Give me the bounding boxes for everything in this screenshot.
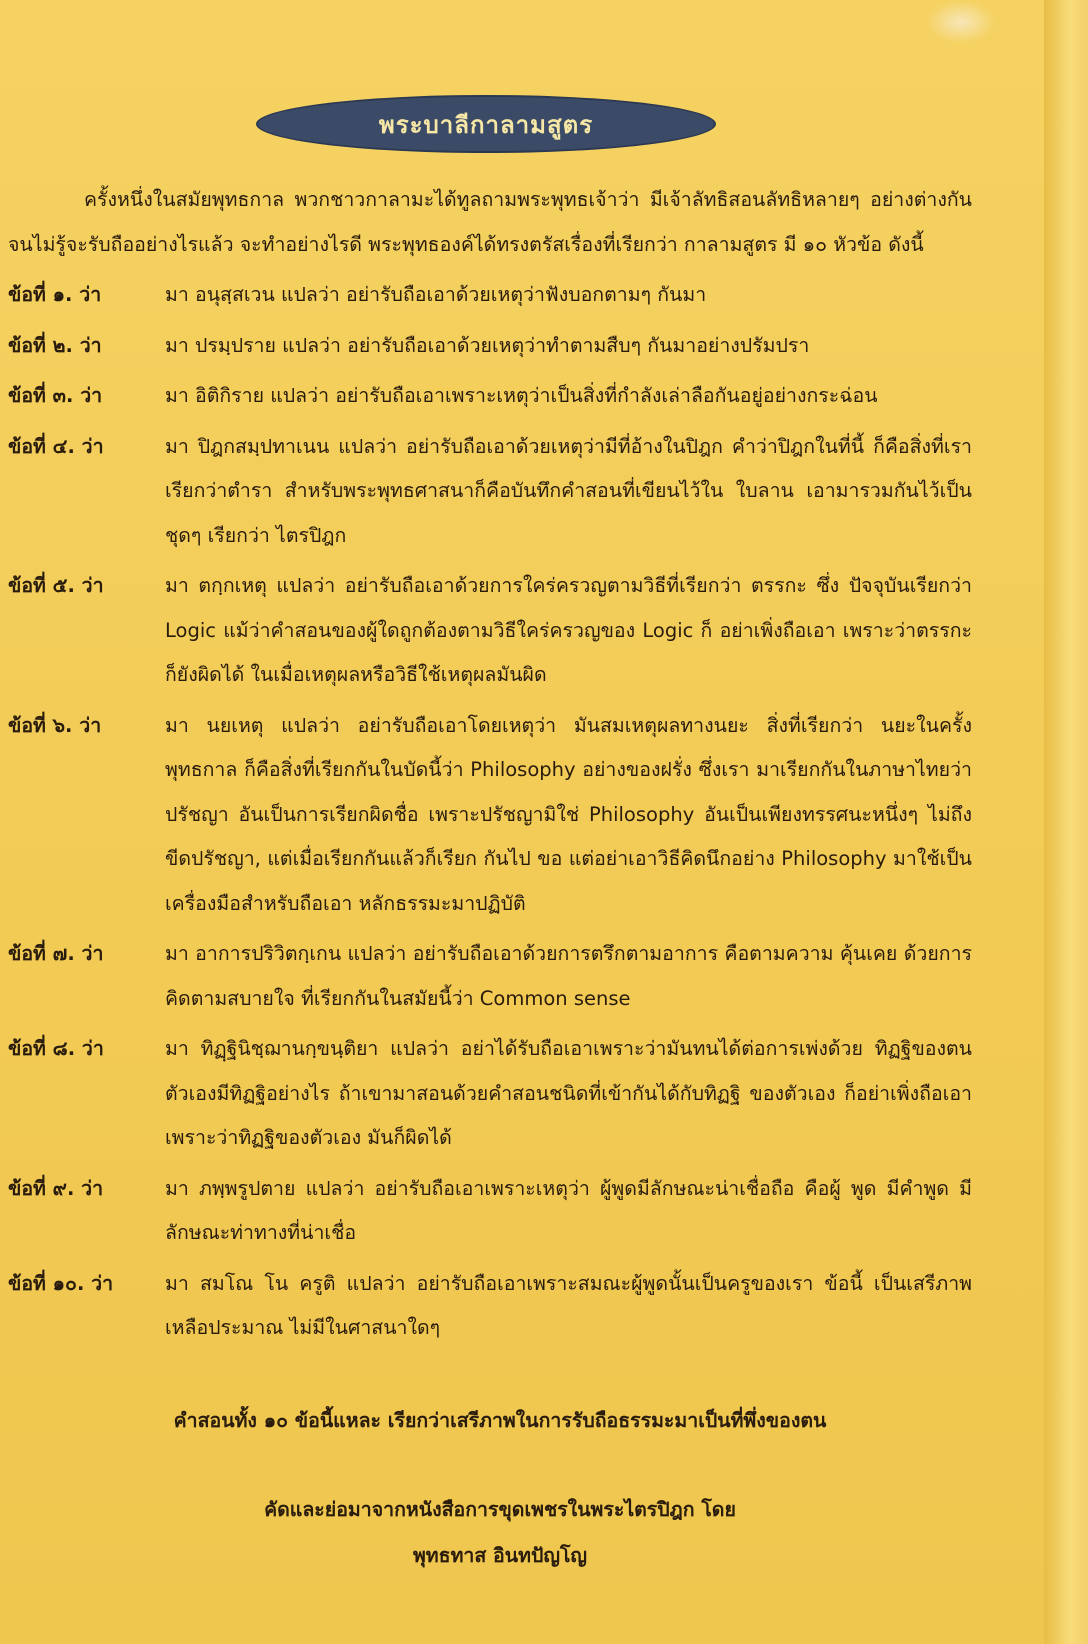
clause-label: ข้อที่ ๕. ว่า <box>8 574 104 597</box>
clause-text: มา อนุสฺสเวน แปลว่า อย่ารับถือเอาด้วยเหตุว่าฟังบอกตามๆ กันมา <box>165 283 707 306</box>
clause-label: ข้อที่ ๘. ว่า <box>8 1037 104 1060</box>
title-banner <box>258 97 714 151</box>
clause-label: ข้อที่ ๔. ว่า <box>8 434 104 458</box>
clause-2 <box>8 324 972 369</box>
clause-8 <box>8 1027 972 1161</box>
clause-label: ข้อที่ ๒. ว่า <box>8 333 102 357</box>
summary-line: คำสอนทั้ง ๑๐ ข้อนี้แหละ เรียกว่าเสรีภาพในการรับถือธรรมะมาเป็นที่พึ่งของตน <box>173 1409 827 1432</box>
page-title: พระบาลีกาลามสูตร <box>378 109 594 139</box>
intro-paragraph: ครั้งหนึ่งในสมัยพุทธกาล พวกชาวกาลามะได้ทูลถามพระพุทธเจ้าว่า มีเจ้าลัทธิสอนลัทธิหลายๆ อย่างต่างกัน จนไม่รู้จะรับถืออย่างไรแล้ว จะทำอย่างไรดี พระพุทธองค์ได้ทรงตรัสเรื่องที่เรียกว่า กาลามสูตร มี ๑๐ หัวข้อ ดังนี้ <box>8 188 972 256</box>
clause-label: ข้อที่ ๑๐. ว่า <box>8 1271 114 1295</box>
source-credit: คัดและย่อมาจากหนังสือการขุดเพชรในพระไตรปิฎก โดย <box>264 1498 736 1521</box>
clause-text: มา นยเหตุ แปลว่า อย่ารับถือเอาโดยเหตุว่า มันสมเหตุผลทางนยะ สิ่งที่เรียกว่า นยะในครั้งพุทธกาล ก็คือสิ่งที่เรียกกันในบัดนี้ว่า Philosophy อย่างของฝรั่ง ซึ่งเรา มาเรียกกันในภาษาไทยว่า ปรัชญา อันเป็นการเรียกผิดชื่อ เพราะปรัชญามิใช่ Philosophy อันเป็นเพียงทรรศนะหนึ่งๆ ไม่ถึงขีดปรัชญา, แต่เมื่อเรียกกันแล้วก็เรียก กันไป ขอ แต่อย่าเอาวิธีคิดนึกอย่าง Philosophy มาใช้เป็นเครื่องมือสำหรับถือเอา หลักธรรมะมาปฏิบัติ <box>165 713 972 915</box>
author-name: พุทธทาส อินทปัญโญ <box>412 1544 588 1567</box>
clause-label: ข้อที่ ๑. ว่า <box>8 283 102 306</box>
body-text <box>8 178 972 1351</box>
clause-3 <box>8 374 972 419</box>
clause-text: มา อิติกิราย แปลว่า อย่ารับถือเอาเพราะเหตุว่าเป็นสิ่งที่กำลังเล่าลือกันอยู่อย่างกระฉ่อน <box>165 384 878 407</box>
worn-corner <box>926 0 996 44</box>
clause-10 <box>8 1262 972 1351</box>
clause-text: มา อาการปริวิตกฺเกน แปลว่า อย่ารับถือเอาด้วยการตรึกตามอาการ คือตามความ คุ้นเคย ด้วยการคิดตามสบายใจ ที่เรียกกันในสมัยนี้ว่า Common sense <box>165 942 972 1010</box>
clause-text: มา สมโณ โน ครูติ แปลว่า อย่ารับถือเอาเพราะสมณะผู้พูดนั้นเป็นครูของเรา ข้อนี้ เป็นเสรีภาพเหลือประมาณ ไม่มีในศาสนาใดๆ <box>165 1271 972 1339</box>
clause-text: มา ภพฺพรูปตาย แปลว่า อย่ารับถือเอาเพราะเหตุว่า ผู้พูดมีลักษณะน่าเชื่อถือ คือผู้ พูด มีคำพูด มีลักษณะท่าทางที่น่าเชื่อ <box>165 1176 972 1244</box>
clause-6 <box>8 704 972 927</box>
clause-5 <box>8 564 972 698</box>
clause-label: ข้อที่ ๗. ว่า <box>8 942 104 965</box>
clause-label: ข้อที่ ๓. ว่า <box>8 384 103 407</box>
clause-label: ข้อที่ ๙. ว่า <box>8 1176 104 1200</box>
clause-text: มา ปิฎกสมฺปทาเนน แปลว่า อย่ารับถือเอาด้วยเหตุว่ามีที่อ้างในปิฎก คำว่าปิฎกในที่นี้ ก็คือสิ่งที่เราเรียกว่าตำรา สำหรับพระพุทธศาสนาก็คือบันทึกคำสอนที่เขียนไว้ใน ใบลาน เอามารวมกันไว้เป็นชุดๆ เรียกว่า ไตรปิฎก <box>165 434 972 547</box>
spine-edge <box>1044 0 1088 1644</box>
clause-text: มา ปรมฺปราย แปลว่า อย่ารับถือเอาด้วยเหตุว่าทำตามสืบๆ กันมาอย่างปรัมปรา <box>165 333 810 357</box>
clause-text: มา ทิฏฺฐินิชฺฌานกฺขนฺติยา แปลว่า อย่าได้รับถือเอาเพราะว่ามันทนได้ต่อการเพ่งด้วย ทิฏฐิของตน ตัวเองมีทิฏฐิอย่างไร ถ้าเขามาสอนด้วยคำสอนชนิดที่เข้ากันได้กับทิฏฐิ ของตัวเอง ก็อย่าเพิ่งถือเอาเพราะว่าทิฏฐิของตัวเอง มันก็ผิดได้ <box>165 1037 972 1149</box>
clause-1 <box>8 273 972 318</box>
clause-9 <box>8 1167 972 1256</box>
clause-label: ข้อที่ ๖. ว่า <box>8 713 102 737</box>
clause-4 <box>8 425 972 559</box>
clause-text: มา ตกฺกเหตุ แปลว่า อย่ารับถือเอาด้วยการใคร่ครวญตามวิธีที่เรียกว่า ตรรกะ ซึ่ง ปัจจุบันเรียกว่า Logic แม้ว่าคำสอนของผู้ใดถูกต้องตามวิธีใคร่ครวญของ Logic ก็ อย่าเพิ่งถือเอา เพราะว่าตรรกะก็ยังผิดได้ ในเมื่อเหตุผลหรือวิธีใช้เหตุผลมันผิด <box>165 574 972 686</box>
clause-7 <box>8 932 972 1021</box>
